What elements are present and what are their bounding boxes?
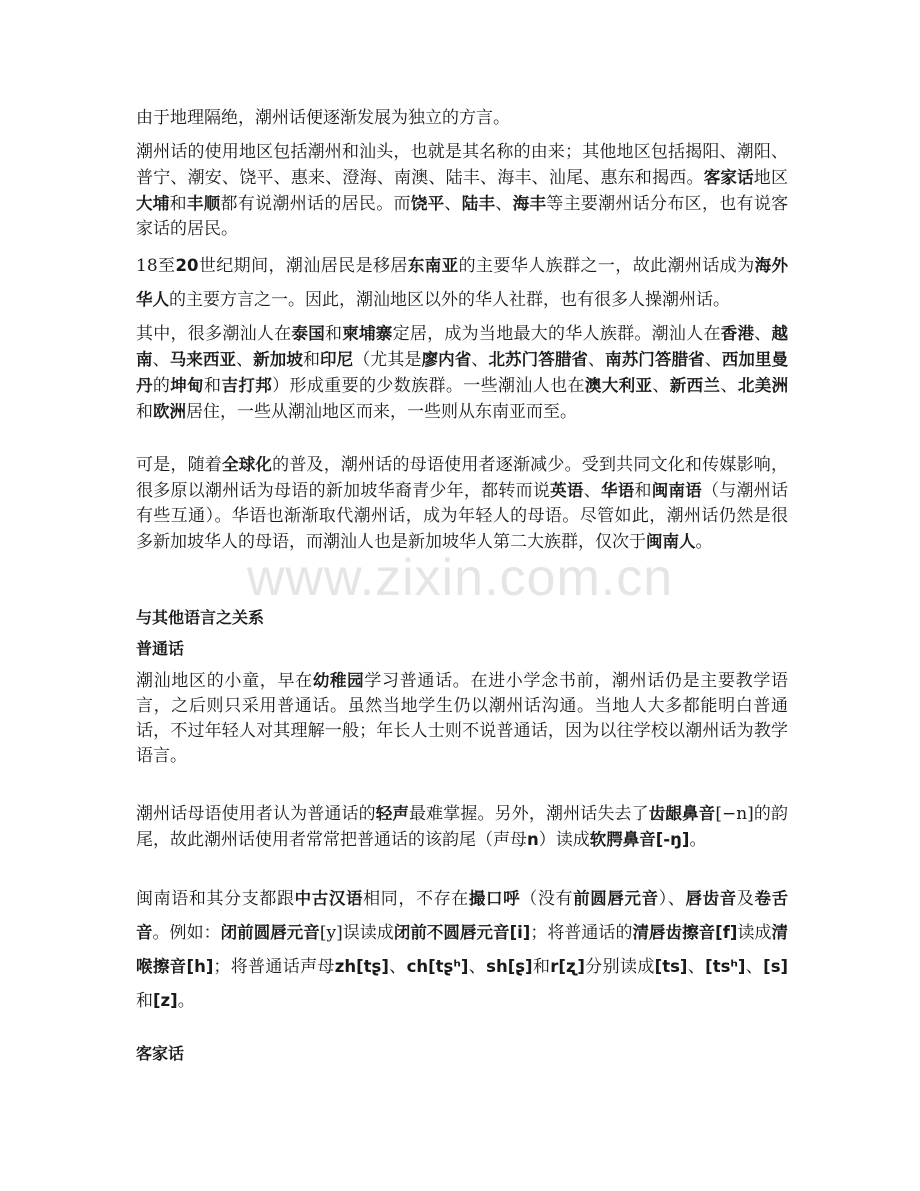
bold-term: 清喉擦音: [136, 923, 789, 976]
text-run: 、: [652, 376, 670, 396]
text-run: （没有: [520, 889, 574, 909]
bold-term: r[ʐ]: [550, 957, 585, 976]
bold-term: 大埔: [136, 194, 170, 213]
paragraph: [136, 140, 788, 242]
bold-term: 华语: [600, 481, 635, 500]
bold-term: 陆丰: [461, 194, 496, 213]
bold-term: 坤甸: [170, 376, 205, 395]
text-run: 潮州话的使用地区包括潮州和汕头，也就是其名称的由来；其他地区包括揭阳、潮阳、普宁、潮安、饶平、惠来、澄海、南澳、陆丰、海丰、汕尾、惠东和揭西。: [136, 142, 788, 188]
text-run: 的普及，潮州话的母语使用者逐渐减少。受到共同文化和传媒影响，很多原以潮州话为母语的新加坡华裔青少年，都转而说: [136, 455, 789, 501]
bold-term: 闭前不圆唇元音: [393, 923, 510, 942]
text-run: 、: [704, 350, 722, 370]
bold-term: [f]: [715, 923, 738, 942]
paragraph: [136, 106, 788, 131]
text-run: 的主要华人族群之一，故此潮州话成为: [458, 256, 755, 276]
text-run: 、: [468, 957, 487, 977]
bold-term: 丰顺: [186, 194, 221, 213]
text-run: 。: [689, 830, 707, 850]
bold-term: 饶平: [410, 194, 445, 213]
paragraph: [136, 249, 788, 317]
bold-term: 西加里曼丹: [136, 350, 789, 395]
bold-term: 海丰: [512, 194, 547, 213]
text-run: 、: [388, 957, 407, 977]
text-run: 、: [583, 481, 601, 501]
text-run: 最难掌握。另外，潮州话失去了: [409, 804, 649, 824]
paragraph: [136, 321, 788, 425]
bold-term: 澳大利亚: [584, 376, 653, 395]
text-run: 等主要潮州话分布区，也有说客家话的居民。: [136, 194, 789, 239]
bold-term: 客家话: [703, 168, 754, 187]
text-run: 闽南语和其分支都跟: [136, 889, 295, 909]
text-run: 地区: [753, 168, 788, 188]
bold-term: 海外华人: [136, 256, 789, 309]
bold-term: 轻声: [375, 804, 410, 823]
text-run: 。: [177, 991, 195, 1011]
text-run: 、: [687, 957, 706, 977]
text-run: 及: [736, 889, 755, 909]
paragraph: [136, 882, 788, 1018]
bold-term: 印尼: [320, 350, 354, 369]
bold-term: [z]: [153, 991, 178, 1010]
bold-term: 吉打邦: [221, 376, 273, 395]
bold-term: 全球化: [222, 455, 273, 474]
bold-term: 软腭鼻音: [589, 830, 656, 849]
text-run: 。: [695, 532, 713, 552]
bold-term: 清唇齿擦音: [632, 923, 716, 942]
text-run: 潮州话母语使用者认为普通话的: [136, 804, 376, 824]
text-run: 学习普通话。在进小学念书前，潮州话仍是主要教学语言，之后则只采用普通话。虽然当地学生仍以潮州话沟通。当地人大多都能明白普通话，不过年轻人对其理解一般；年长人士则不说普通话，因为以往学校以潮州话为教学语言。: [136, 671, 789, 766]
text-run: 定居，成为当地最大的华人族群。潮汕人在: [392, 324, 721, 344]
text-run: 和: [302, 350, 321, 370]
bold-term: 泰国: [291, 324, 325, 343]
bold-term: n: [527, 830, 539, 849]
text-run: （与潮州话有些互通）。华语也渐渐取代潮州话，成为年轻人的母语。尽管如此，潮州话仍然是很多新加坡华人的母语，而潮汕人也是新加坡华人第二大族群，仅次于: [136, 481, 789, 552]
text-run: 的: [152, 376, 171, 396]
bold-term: [s]: [763, 957, 789, 976]
subsection-heading: 普通话: [136, 639, 185, 658]
text-run: 和: [136, 402, 153, 422]
bold-term: 新加坡: [253, 350, 303, 369]
text-run: 和: [324, 324, 343, 344]
text-run: 、: [236, 350, 254, 370]
text-run: 读成: [737, 923, 772, 943]
subsection-heading: 客家话: [136, 1044, 185, 1063]
bold-term: 越南: [136, 324, 789, 369]
bold-term: 新西兰: [669, 376, 721, 395]
text-run: ）、: [658, 889, 686, 909]
text-run: 可是，随着: [136, 455, 223, 475]
text-run: （尤其是: [353, 350, 422, 370]
text-run: 和: [169, 194, 187, 214]
bold-term: 闽南人: [646, 532, 696, 551]
bold-term: 马来西亚: [169, 350, 237, 369]
text-run: 、: [588, 350, 606, 370]
text-run: ；将普通话的: [530, 923, 633, 943]
text-run: 和: [204, 376, 222, 396]
bold-term: 闽南语: [651, 481, 703, 500]
bold-term: 中古汉语: [294, 889, 364, 908]
text-run: 其中，很多潮汕人在: [136, 324, 292, 344]
bold-term: 北苏门答腊省: [488, 350, 589, 369]
text-run: ）形成重要的少数族群。一些潮汕人也在: [272, 376, 585, 396]
bold-term: 英语: [550, 481, 584, 500]
text-run: ；将普通话声母: [213, 957, 335, 977]
bold-term: 撮口呼: [468, 889, 521, 908]
bold-term: 幼稚园: [312, 671, 365, 690]
bold-term: 北美洲: [737, 376, 789, 395]
text-run: 居住，一些从潮汕地区而来，一些则从东南亚而至。: [186, 402, 577, 422]
bold-term: 闭前圆唇元音: [220, 923, 320, 942]
text-run: 和: [136, 991, 153, 1011]
bold-term: 齿龈鼻音: [648, 804, 716, 823]
bold-term: [tsʰ]: [705, 957, 746, 976]
bold-term: [i]: [509, 923, 531, 942]
text-run: 的主要方言之一。因此，潮汕地区以外的华人社群，也有很多人操潮州话。: [169, 290, 730, 310]
bold-term: [h]: [186, 957, 214, 976]
text-run: [−n]的韵尾，故此潮州话使用者常常把普通话的该韵尾（声母: [136, 804, 789, 850]
text-run: 分别读成: [584, 957, 655, 977]
text-run: 和: [532, 957, 551, 977]
bold-term: 廖内省: [421, 350, 472, 369]
text-run: 、: [471, 350, 489, 370]
paragraph: [136, 452, 788, 555]
text-run: 潮汕地区的小童，早在: [136, 671, 313, 691]
bold-term: zh[tʂ]: [334, 957, 389, 976]
bold-term: ch[tʂʰ]: [406, 957, 469, 976]
bold-term: 20: [175, 256, 199, 275]
text-run: 18至: [136, 256, 176, 276]
bold-term: [-ŋ]: [655, 830, 690, 849]
bold-term: 欧洲: [153, 402, 186, 421]
bold-term: 柬埔寨: [342, 324, 393, 343]
bold-term: 唇齿音: [685, 889, 737, 908]
text-run: 、: [754, 324, 772, 344]
text-run: 、: [495, 194, 513, 214]
bold-term: [ts]: [654, 957, 688, 976]
bold-term: 南苏门答腊省: [605, 350, 705, 369]
text-run: 、: [152, 350, 170, 370]
text-run: 和: [634, 481, 652, 501]
bold-term: sh[ʂ]: [486, 957, 533, 976]
text-run: 。例如：: [152, 923, 221, 943]
text-run: 由于地理隔绝，潮州话便逐渐发展为独立的方言。: [136, 108, 510, 128]
bold-term: 前圆唇元音: [573, 889, 659, 908]
text-run: 世纪期间，潮汕居民是移居: [198, 256, 408, 276]
section-heading: 与其他语言之关系: [136, 608, 265, 627]
paragraph: [136, 668, 788, 769]
watermark: www.zixin.com.cn: [246, 549, 674, 607]
text-run: [y]误读成: [319, 923, 394, 943]
text-run: ）读成: [538, 830, 590, 850]
bold-term: 卷舌音: [136, 889, 789, 942]
text-run: 都有说潮州话的居民。而: [220, 194, 411, 214]
text-run: 、: [720, 376, 738, 396]
text-run: 相同，不存在: [363, 889, 469, 909]
bold-term: 香港: [720, 324, 755, 343]
bold-term: 东南亚: [407, 256, 459, 275]
text-run: 、: [444, 194, 462, 214]
text-run: 、: [745, 957, 764, 977]
paragraph: [136, 801, 788, 853]
